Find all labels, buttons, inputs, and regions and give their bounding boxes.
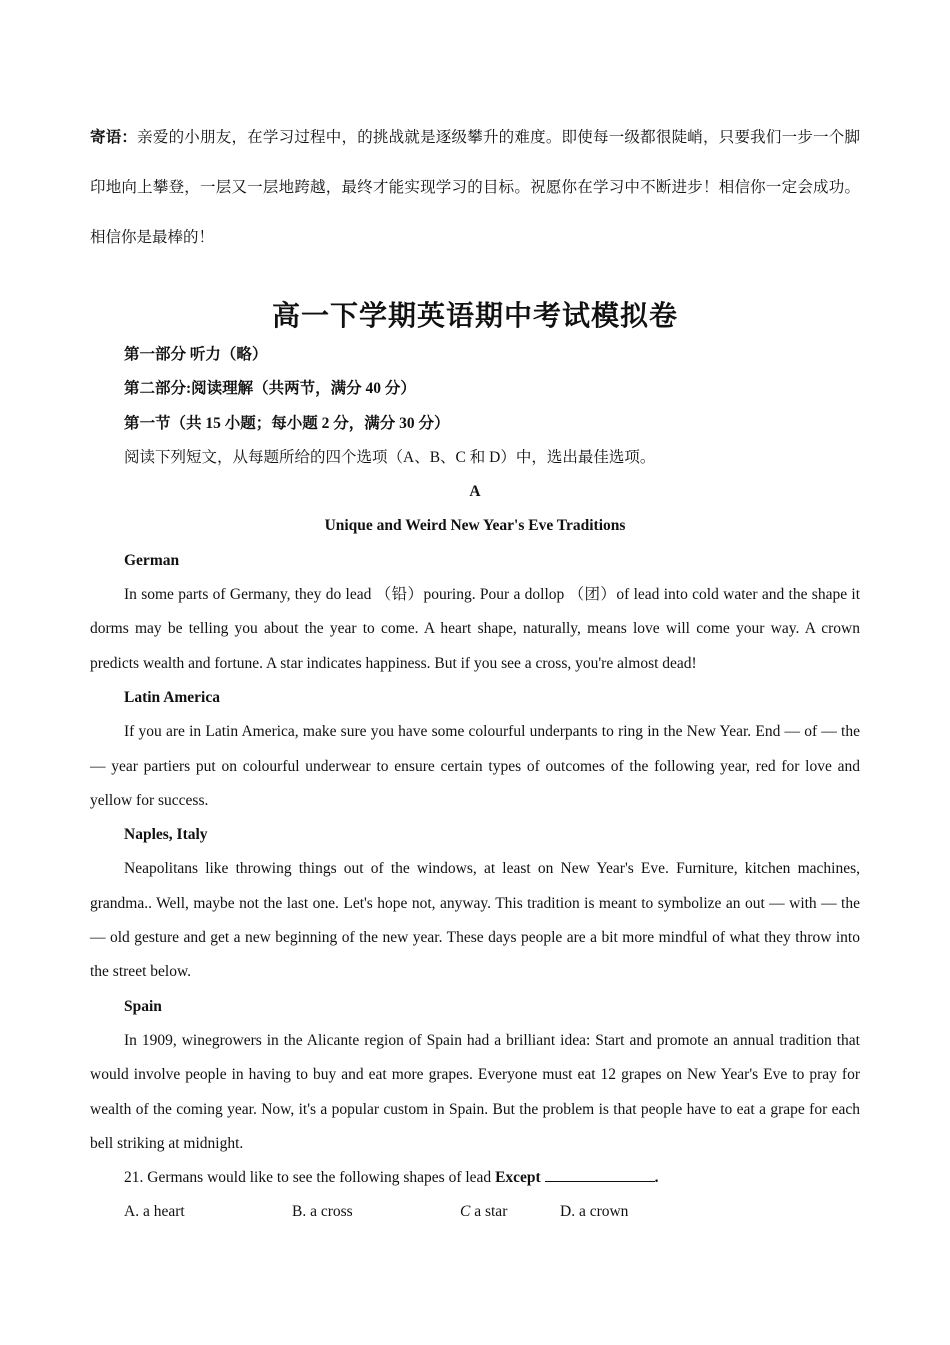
part2-heading: 第二部分:阅读理解（共两节，满分 40 分） <box>124 380 416 398</box>
passage-letter: A <box>469 483 481 501</box>
block-text-naples: Neapolitans like throwing things out of the windows, at least on New Year's Eve. Furniture, kitchen machines, grandma.. Well, maybe not the last one. Let's hope not, anyway. This tradition is meant to symbolize an out — with — the — old gesture and get a new beginning of the new year. These days people are a bit more mindful of what they throw into the street below. <box>90 860 860 981</box>
option-c[interactable] <box>460 1195 560 1229</box>
block-text-spain: In 1909, winegrowers in the Alicante region of Spain had a brilliant idea: Start and promote an annual tradition that would involve people in having to buy and eat more grapes. Everyone must eat 12 grapes on New Year's Eve to pray for wealth of the coming year. Now, it's a popular custom in Spain. But the problem is that people have to eat a grape for each bell striking at midnight. <box>90 1031 860 1152</box>
section1-heading: 第一节（共 15 小题；每小题 2 分，满分 30 分） <box>124 414 450 432</box>
passage-title: Unique and Weird New Year's Eve Traditions <box>324 517 626 535</box>
block-heading-latin-america: Latin America <box>124 688 220 706</box>
exam-title: 高一下学期英语期中考试模拟卷 <box>271 299 678 332</box>
block-heading-naples: Naples, Italy <box>124 826 208 844</box>
question-stem: 21. Germans would like to see the following shapes of lead <box>124 1169 496 1187</box>
block-heading-german: German <box>124 551 180 569</box>
question-21-options <box>90 1195 860 1229</box>
option-c-text: a star <box>470 1203 508 1221</box>
option-b[interactable]: B. a cross <box>292 1203 353 1221</box>
preface-label: 寄语： <box>90 128 138 146</box>
option-d[interactable]: D. a crown <box>560 1203 629 1221</box>
question-keyword: Except <box>495 1169 541 1187</box>
instructions: 阅读下列短文，从每题所给的四个选项（A、B、C 和 D）中，选出最佳选项。 <box>124 448 656 466</box>
exam-body <box>90 338 860 1230</box>
preface-text: 亲爱的小朋友，在学习过程中，的挑战就是逐级攀升的难度。即使每一级都很陡峭，只要我们一步一个脚印地向上攀登，一层又一层地跨越，最终才能实现学习的目标。祝愿你在学习中不断进步！相信你一定会成功。相信你是最棒的！ <box>90 128 860 246</box>
question-21 <box>90 1161 860 1195</box>
preface <box>90 113 860 263</box>
block-text-german: In some parts of Germany, they do lead （铅）pouring. Pour a dollop （团）of lead into cold water and the shape it dorms may be telling you about the year to come. A heart shape, naturally, means love will come your way. A crown predicts wealth and fortune. A star indicates happiness. But if you see a cross, you're almost dead! <box>90 586 860 672</box>
block-heading-spain: Spain <box>124 997 162 1015</box>
block-text-latin-america: If you are in Latin America, make sure you have some colourful underpants to ring in the New Year. End — of — the — year partiers put on colourful underwear to ensure certain types of outcomes of the following year, red for love and yellow for success. <box>90 723 860 809</box>
answer-blank <box>545 1165 655 1182</box>
part1-heading: 第一部分 听力（略） <box>124 346 268 363</box>
option-c-letter: C <box>460 1203 471 1221</box>
option-a[interactable]: A. a heart <box>124 1203 185 1221</box>
question-end: . <box>654 1169 659 1187</box>
